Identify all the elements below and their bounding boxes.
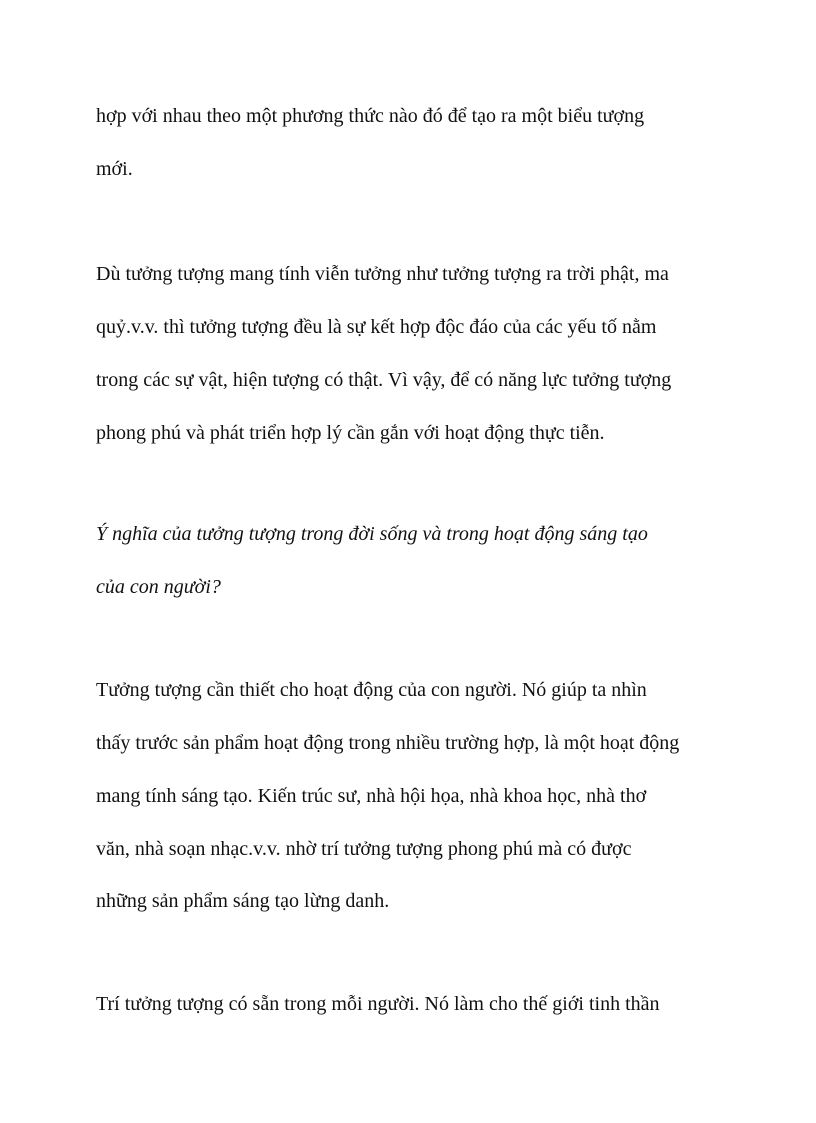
paragraph-2-line-4: phong phú và phát triển hợp lý cần gắn với hoạt động thực tiễn. bbox=[96, 422, 605, 444]
question-heading-line-2: của con người? bbox=[96, 576, 221, 598]
paragraph-4-line-5: những sản phẩm sáng tạo lừng danh. bbox=[96, 890, 390, 912]
paragraph-4-line-1: Tưởng tượng cần thiết cho hoạt động của con người. Nó giúp ta nhìn bbox=[96, 679, 647, 701]
paragraph-2-line-2: quỷ.v.v. thì tưởng tượng đều là sự kết hợp độc đáo của các yếu tố nằm bbox=[96, 316, 657, 338]
paragraph-4-line-3: mang tính sáng tạo. Kiến trúc sư, nhà hội họa, nhà khoa học, nhà thơ bbox=[96, 785, 647, 807]
paragraph-5-line-1: Trí tưởng tượng có sẵn trong mỗi người. Nó làm cho thế giới tinh thần bbox=[96, 993, 660, 1015]
paragraph-4-line-2: thấy trước sản phẩm hoạt động trong nhiều trường hợp, là một hoạt động bbox=[96, 732, 680, 754]
paragraph-1-line-2: mới. bbox=[96, 158, 133, 180]
paragraph-2-line-3: trong các sự vật, hiện tượng có thật. Vì vậy, để có năng lực tưởng tượng bbox=[96, 369, 672, 391]
question-heading-line-1: Ý nghĩa của tưởng tượng trong đời sống và trong hoạt động sáng tạo bbox=[96, 523, 648, 545]
paragraph-4-line-4: văn, nhà soạn nhạc.v.v. nhờ trí tưởng tượng phong phú mà có được bbox=[96, 838, 632, 860]
paragraph-1-line-1: hợp với nhau theo một phương thức nào đó để tạo ra một biểu tượng bbox=[96, 105, 645, 127]
paragraph-2-line-1: Dù tưởng tượng mang tính viễn tưởng như tưởng tượng ra trời phật, ma bbox=[96, 263, 669, 285]
